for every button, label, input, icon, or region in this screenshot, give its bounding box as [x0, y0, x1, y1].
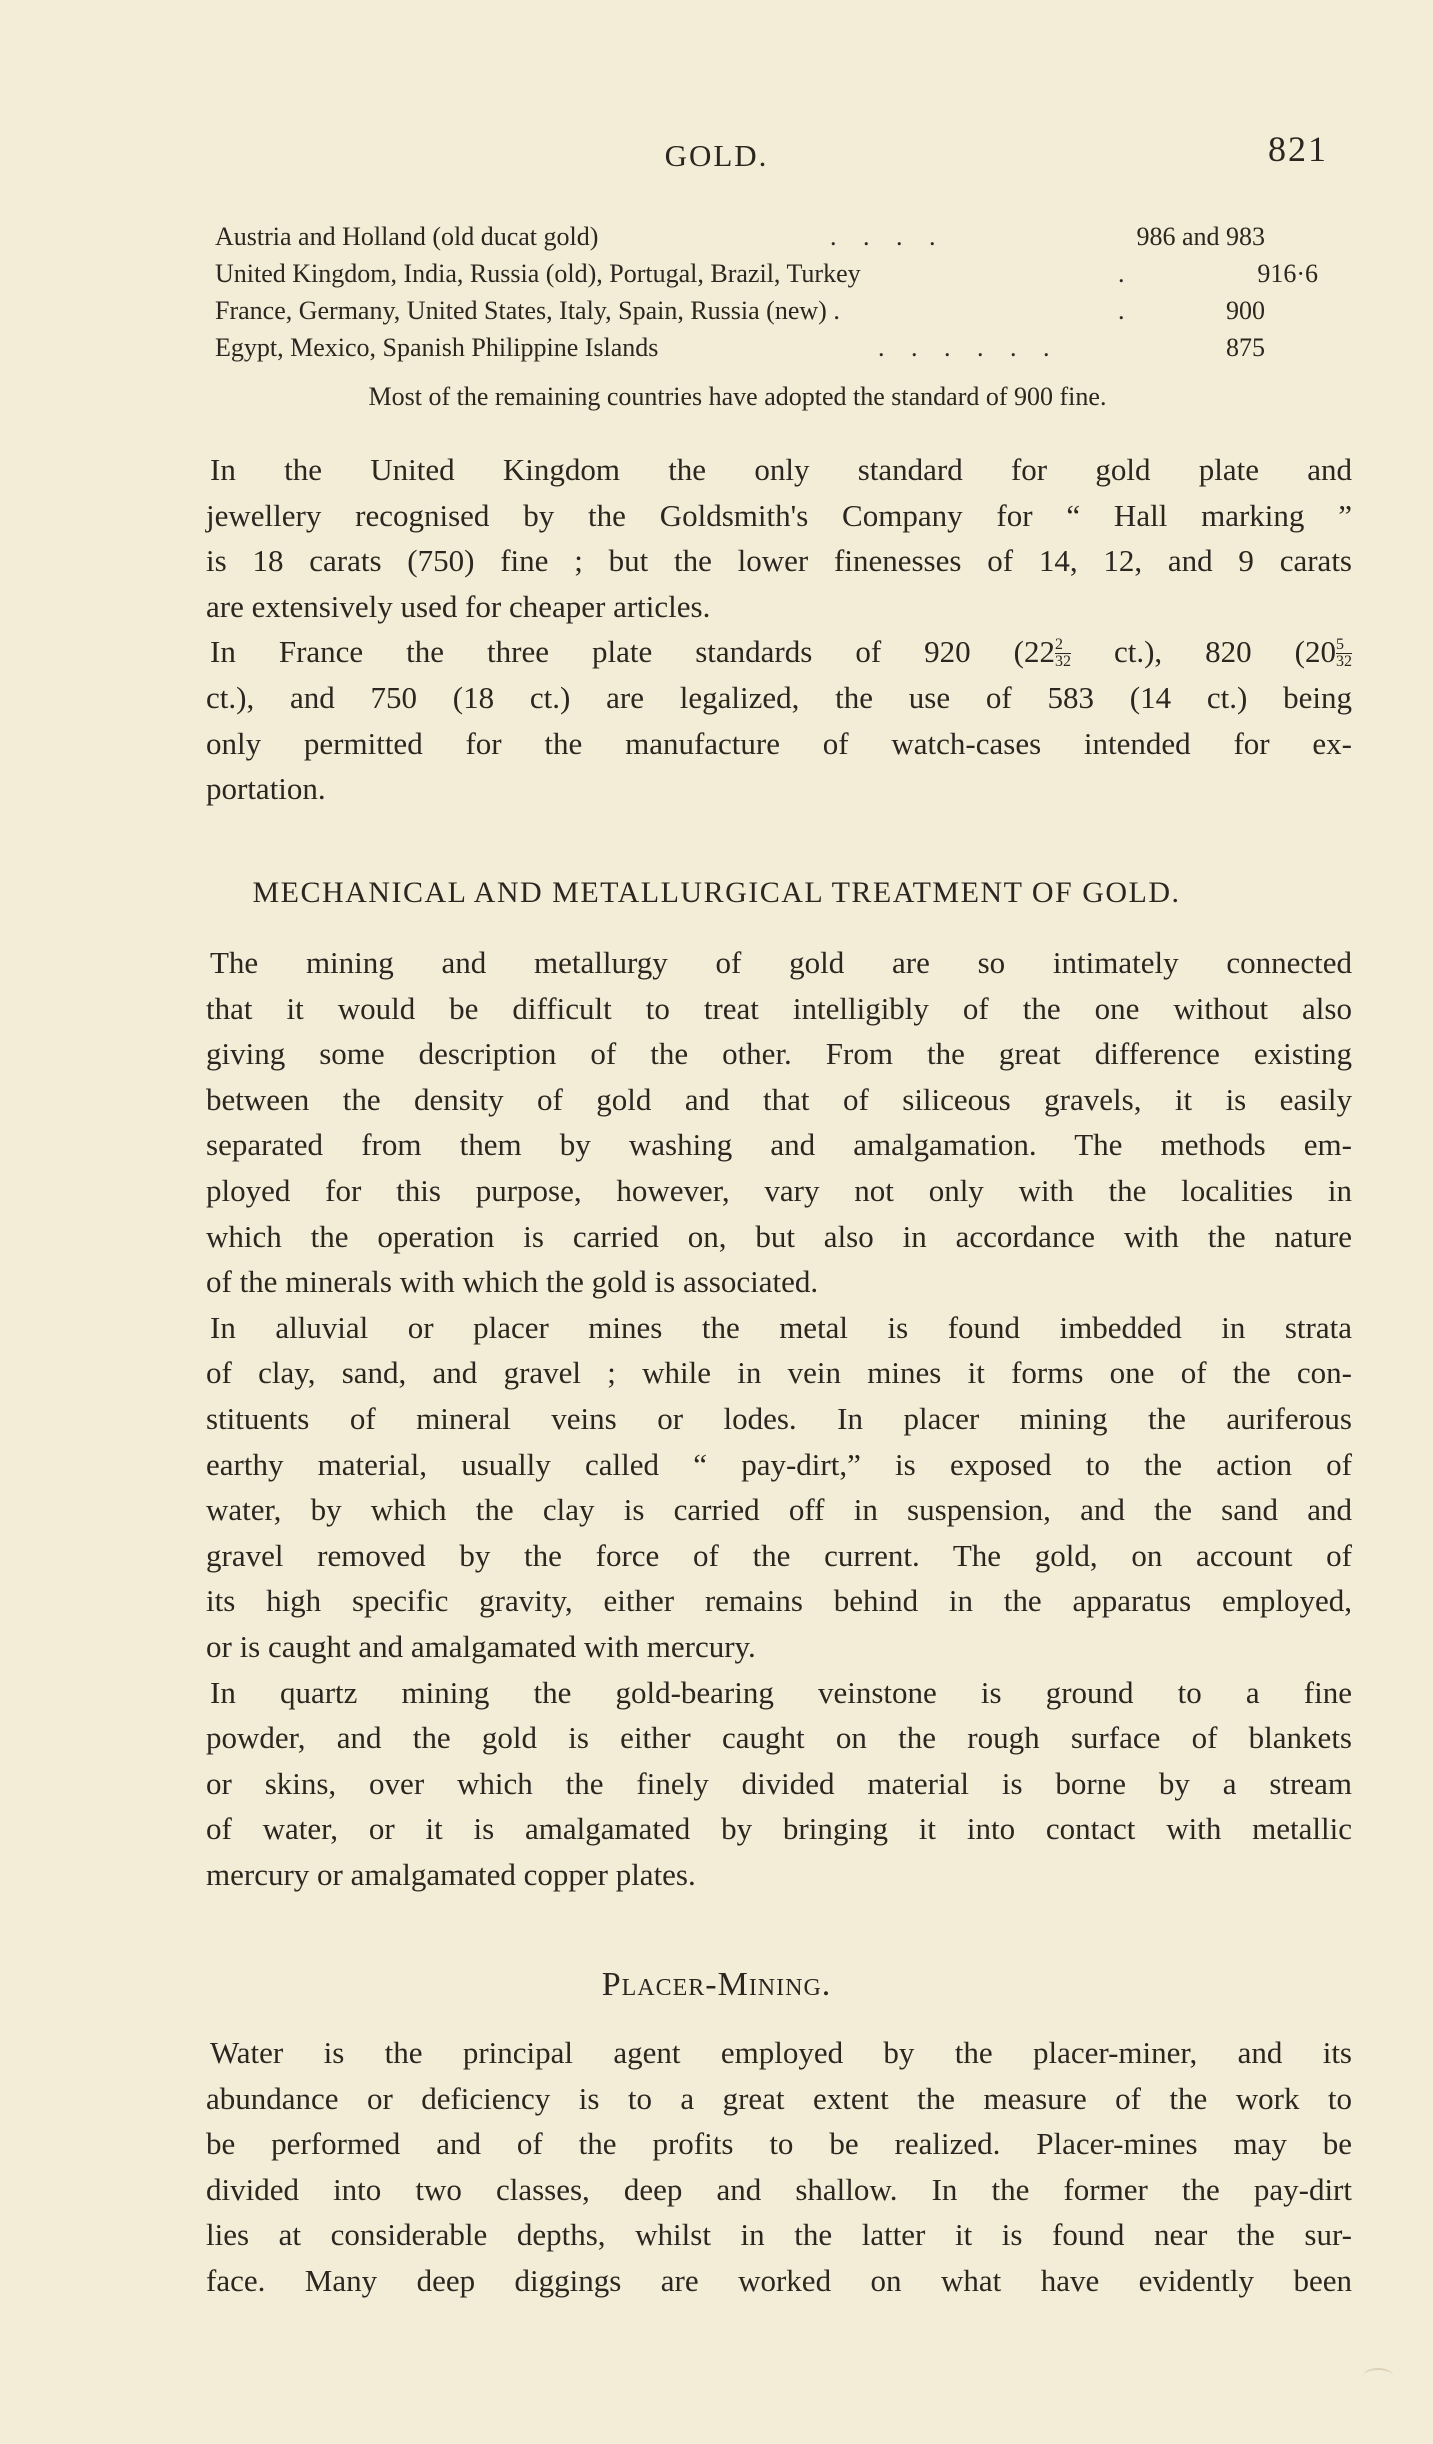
- text-line: divided into two classes, deep and shallow. In the former the pay-dirt: [206, 2171, 1352, 2207]
- text-line: stituents of mineral veins or lodes. In placer mining the auriferous: [206, 1400, 1352, 1436]
- fraction-numerator: 2: [1055, 637, 1071, 654]
- text-segment: In France the three plate standards of 920 (22: [210, 634, 1055, 670]
- text-line: mercury or amalgamated copper plates.: [206, 1856, 696, 1892]
- text-line: earthy material, usually called “ pay-dirt,” is exposed to the action of: [206, 1446, 1352, 1482]
- leader-dots: . . . .: [830, 222, 946, 251]
- text-line: Water is the principal agent employed by the placer-miner, and its: [210, 2035, 1352, 2070]
- standards-country: United Kingdom, India, Russia (old), Portugal, Brazil, Turkey: [215, 259, 861, 288]
- paragraph: [206, 1305, 1352, 1670]
- text-line: ployed for this purpose, however, vary not only with the localities in: [206, 1172, 1352, 1208]
- text-line: of the minerals with which the gold is associated.: [206, 1264, 819, 1300]
- text-line: or is caught and amalgamated with mercury.: [206, 1628, 756, 1664]
- text-line: which the operation is carried on, but also in accordance with the nature: [206, 1218, 1352, 1254]
- text-line: abundance or deficiency is to a great extent the measure of the work to: [206, 2080, 1352, 2116]
- fraction-denominator: 32: [1336, 652, 1352, 670]
- text-line: of clay, sand, and gravel ; while in vein mines it forms one of the con-: [206, 1355, 1352, 1391]
- paragraph: [206, 2030, 1352, 2304]
- paragraph: [206, 940, 1352, 1305]
- leader-dots: .: [1118, 296, 1135, 325]
- section-heading-mechanical: MECHANICAL AND METALLURGICAL TREATMENT OF GOLD.: [252, 876, 1181, 909]
- paragraph: [206, 447, 1352, 629]
- standards-fineness: 900: [1226, 296, 1265, 325]
- paragraph: [206, 1670, 1352, 1898]
- standards-fineness: 875: [1226, 333, 1265, 362]
- text-line: [206, 629, 1352, 675]
- text-segment: ct.), 820 (20: [1113, 634, 1336, 670]
- fraction: [1336, 637, 1352, 670]
- standards-table: [215, 218, 1318, 366]
- text-line: ct.), and 750 (18 ct.) are legalized, the use of 583 (14 ct.) being: [206, 679, 1352, 715]
- text-line: In the United Kingdom the only standard for gold plate and: [210, 452, 1352, 487]
- standards-row: [215, 255, 1318, 292]
- text-line: between the density of gold and that of siliceous gravels, it is easily: [206, 1081, 1352, 1117]
- paragraph: [206, 629, 1352, 811]
- standards-row: [215, 218, 1265, 255]
- text-line: or skins, over which the finely divided material is borne by a stream: [206, 1765, 1352, 1801]
- text-line: In alluvial or placer mines the metal is found imbedded in strata: [210, 1309, 1352, 1345]
- fraction: [1055, 637, 1071, 670]
- fraction-denominator: 32: [1054, 652, 1071, 670]
- standards-fineness: 916·6: [1257, 259, 1318, 288]
- text-line: face. Many deep diggings are worked on what have evidently been: [206, 2262, 1352, 2298]
- leader-dots: . . . . . .: [878, 333, 1060, 362]
- running-title: GOLD.: [664, 138, 769, 173]
- text-line: The mining and metallurgy of gold are so intimately connected: [210, 945, 1352, 980]
- text-line: jewellery recognised by the Goldsmith's Company for “ Hall marking ”: [206, 497, 1352, 533]
- standards-country: France, Germany, United States, Italy, Spain, Russia (new) .: [215, 296, 840, 325]
- standards-note: Most of the remaining countries have adopted the standard of 900 fine.: [368, 382, 1107, 411]
- standards-row: [215, 292, 1265, 329]
- text-line: giving some description of the other. From the great difference existing: [206, 1036, 1352, 1072]
- standards-row: [215, 329, 1265, 366]
- text-line: lies at considerable depths, whilst in the latter it is found near the sur-: [206, 2217, 1352, 2253]
- leader-dots: .: [1118, 259, 1135, 288]
- section-heading-placer: Placer-Mining.: [601, 1966, 832, 2003]
- mechanical-section: [206, 940, 1352, 1897]
- placer-section: [206, 2030, 1352, 2304]
- standards-country: Austria and Holland (old ducat gold): [215, 222, 599, 251]
- fraction-numerator: 5: [1336, 637, 1352, 654]
- text-line: are extensively used for cheaper articles.: [206, 588, 711, 624]
- paper-mark: [1363, 2368, 1393, 2384]
- intro-section: [206, 447, 1352, 812]
- text-line: portation.: [206, 771, 326, 807]
- page-number: 821: [1268, 129, 1328, 169]
- text-line: gravel removed by the force of the current. The gold, on account of: [206, 1537, 1352, 1573]
- text-line: separated from them by washing and amalgamation. The methods em-: [206, 1127, 1352, 1163]
- standards-country: Egypt, Mexico, Spanish Philippine Islands: [215, 333, 659, 362]
- text-line: of water, or it is amalgamated by bringing it into contact with metallic: [206, 1811, 1352, 1847]
- text-line: only permitted for the manufacture of watch-cases intended for ex-: [206, 725, 1352, 761]
- text-line: is 18 carats (750) fine ; but the lower finenesses of 14, 12, and 9 carats: [206, 543, 1352, 579]
- text-line: its high specific gravity, either remains behind in the apparatus employed,: [206, 1583, 1352, 1619]
- text-line: that it would be difficult to treat intelligibly of the one without also: [206, 990, 1352, 1026]
- text-line: In quartz mining the gold-bearing veinstone is ground to a fine: [210, 1674, 1352, 1710]
- text-line: powder, and the gold is either caught on the rough surface of blankets: [206, 1720, 1352, 1756]
- text-line: be performed and of the profits to be realized. Placer-mines may be: [206, 2126, 1352, 2162]
- text-line: water, by which the clay is carried off in suspension, and the sand and: [206, 1492, 1352, 1528]
- standards-fineness: 986 and 983: [1136, 222, 1265, 251]
